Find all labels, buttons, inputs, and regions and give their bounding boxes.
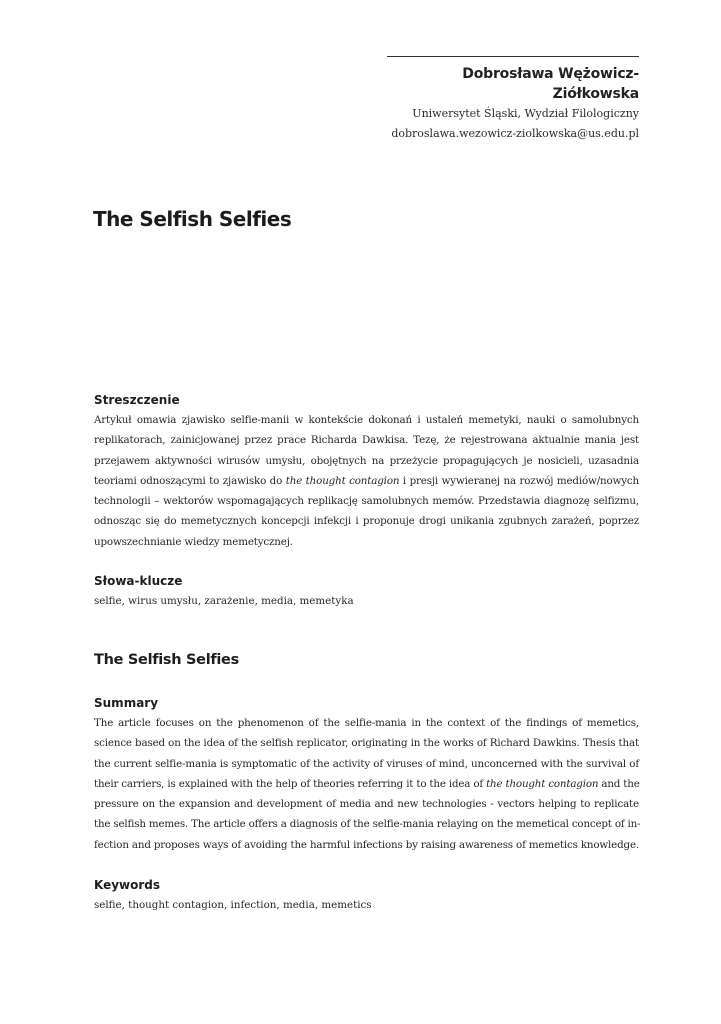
author-name: Dobrosława Wężowicz-Ziółkowska	[462, 66, 639, 102]
summary-line: pressure on the expansion and development of media and new technologies - vectors helping to replicate	[94, 798, 639, 811]
streszczenie-line: upowszechnianie wiedzy memetycznej.	[94, 535, 293, 548]
streszczenie-line: przejawem aktywności wirusów umysłu, obojętnych na przeżycie propagujących je nosicieli, uzasadnia	[94, 454, 639, 467]
paper-title: The Selfish Selfies	[93, 207, 292, 231]
summary-line: the selfish memes. The article offers a diagnosis of the selfie-mania relaying on the memetical concept of in-	[94, 818, 641, 831]
keywords-heading: Keywords	[94, 878, 161, 892]
author-affiliation: Uniwersytet Śląski, Wydział Filologiczny	[412, 107, 639, 120]
author-divider	[387, 56, 639, 57]
slowa-klucze-section	[94, 573, 639, 611]
streszczenie-line	[94, 471, 639, 491]
streszczenie-text	[94, 410, 639, 552]
summary-line: science based on the idea of the selfish replicator, originating in the works of Richard Dawkins. Thesis that	[94, 737, 639, 750]
summary-italic-term: the thought contagion	[486, 777, 599, 790]
summary-line: The article focuses on the phenomenon of the selfie-mania in the context of the findings of memetics,	[94, 717, 639, 729]
streszczenie-heading: Streszczenie	[94, 393, 180, 407]
summary-line-part: and the	[598, 777, 640, 790]
summary-section	[94, 695, 639, 855]
slowa-klucze-heading: Słowa-klucze	[94, 574, 183, 588]
author-block	[387, 56, 639, 144]
streszczenie-line: odnosząc się do memetycznych koncepcji infekcji i proponuje drogi unikania zgubnych zarażeń, poprzez	[94, 515, 639, 528]
summary-heading: Summary	[94, 696, 159, 710]
summary-line: fection and proposes ways of avoiding the harmful infections by raising awareness of memetics knowledge.	[94, 838, 639, 851]
author-email: dobroslawa.wezowicz-ziolkowska@us.edu.pl	[391, 127, 639, 140]
streszczenie-line: Artykuł omawia zjawisko selfie-manii w kontekście dokonań i ustaleń memetyki, nauki o samolubnych	[94, 414, 639, 426]
streszczenie-line-part: i presji wywieranej na rozwój mediów/nowych	[399, 474, 639, 487]
slowa-klucze-text: selfie, wirus umysłu, zarażenie, media, memetyka	[94, 595, 354, 607]
summary-line	[94, 774, 639, 794]
english-title: The Selfish Selfies	[94, 652, 239, 668]
streszczenie-line: replikatorach, zainicjowanej przez prace Richarda Dawkisa. Tezę, że rejestrowana aktualnie mania jest	[94, 434, 639, 447]
summary-line-part: their carriers, is explained with the help of theories referring it to the idea of	[94, 777, 487, 790]
streszczenie-line-part: teoriami odnoszącymi to zjawisko do	[94, 474, 286, 487]
summary-line: the current selfie-mania is symptomatic of the activity of viruses of mind, unconcerned with the survival of	[94, 757, 639, 770]
keywords-section	[94, 877, 639, 915]
streszczenie-line: technologii – wektorów wspomagających replikację samolubnych memów. Przedstawia diagnozę selfizmu,	[94, 495, 639, 508]
streszczenie-italic-term: the thought contagion	[285, 474, 400, 487]
keywords-text: selfie, thought contagion, infection, media, memetics	[94, 899, 372, 911]
summary-text	[94, 713, 639, 855]
streszczenie-section	[94, 392, 639, 552]
